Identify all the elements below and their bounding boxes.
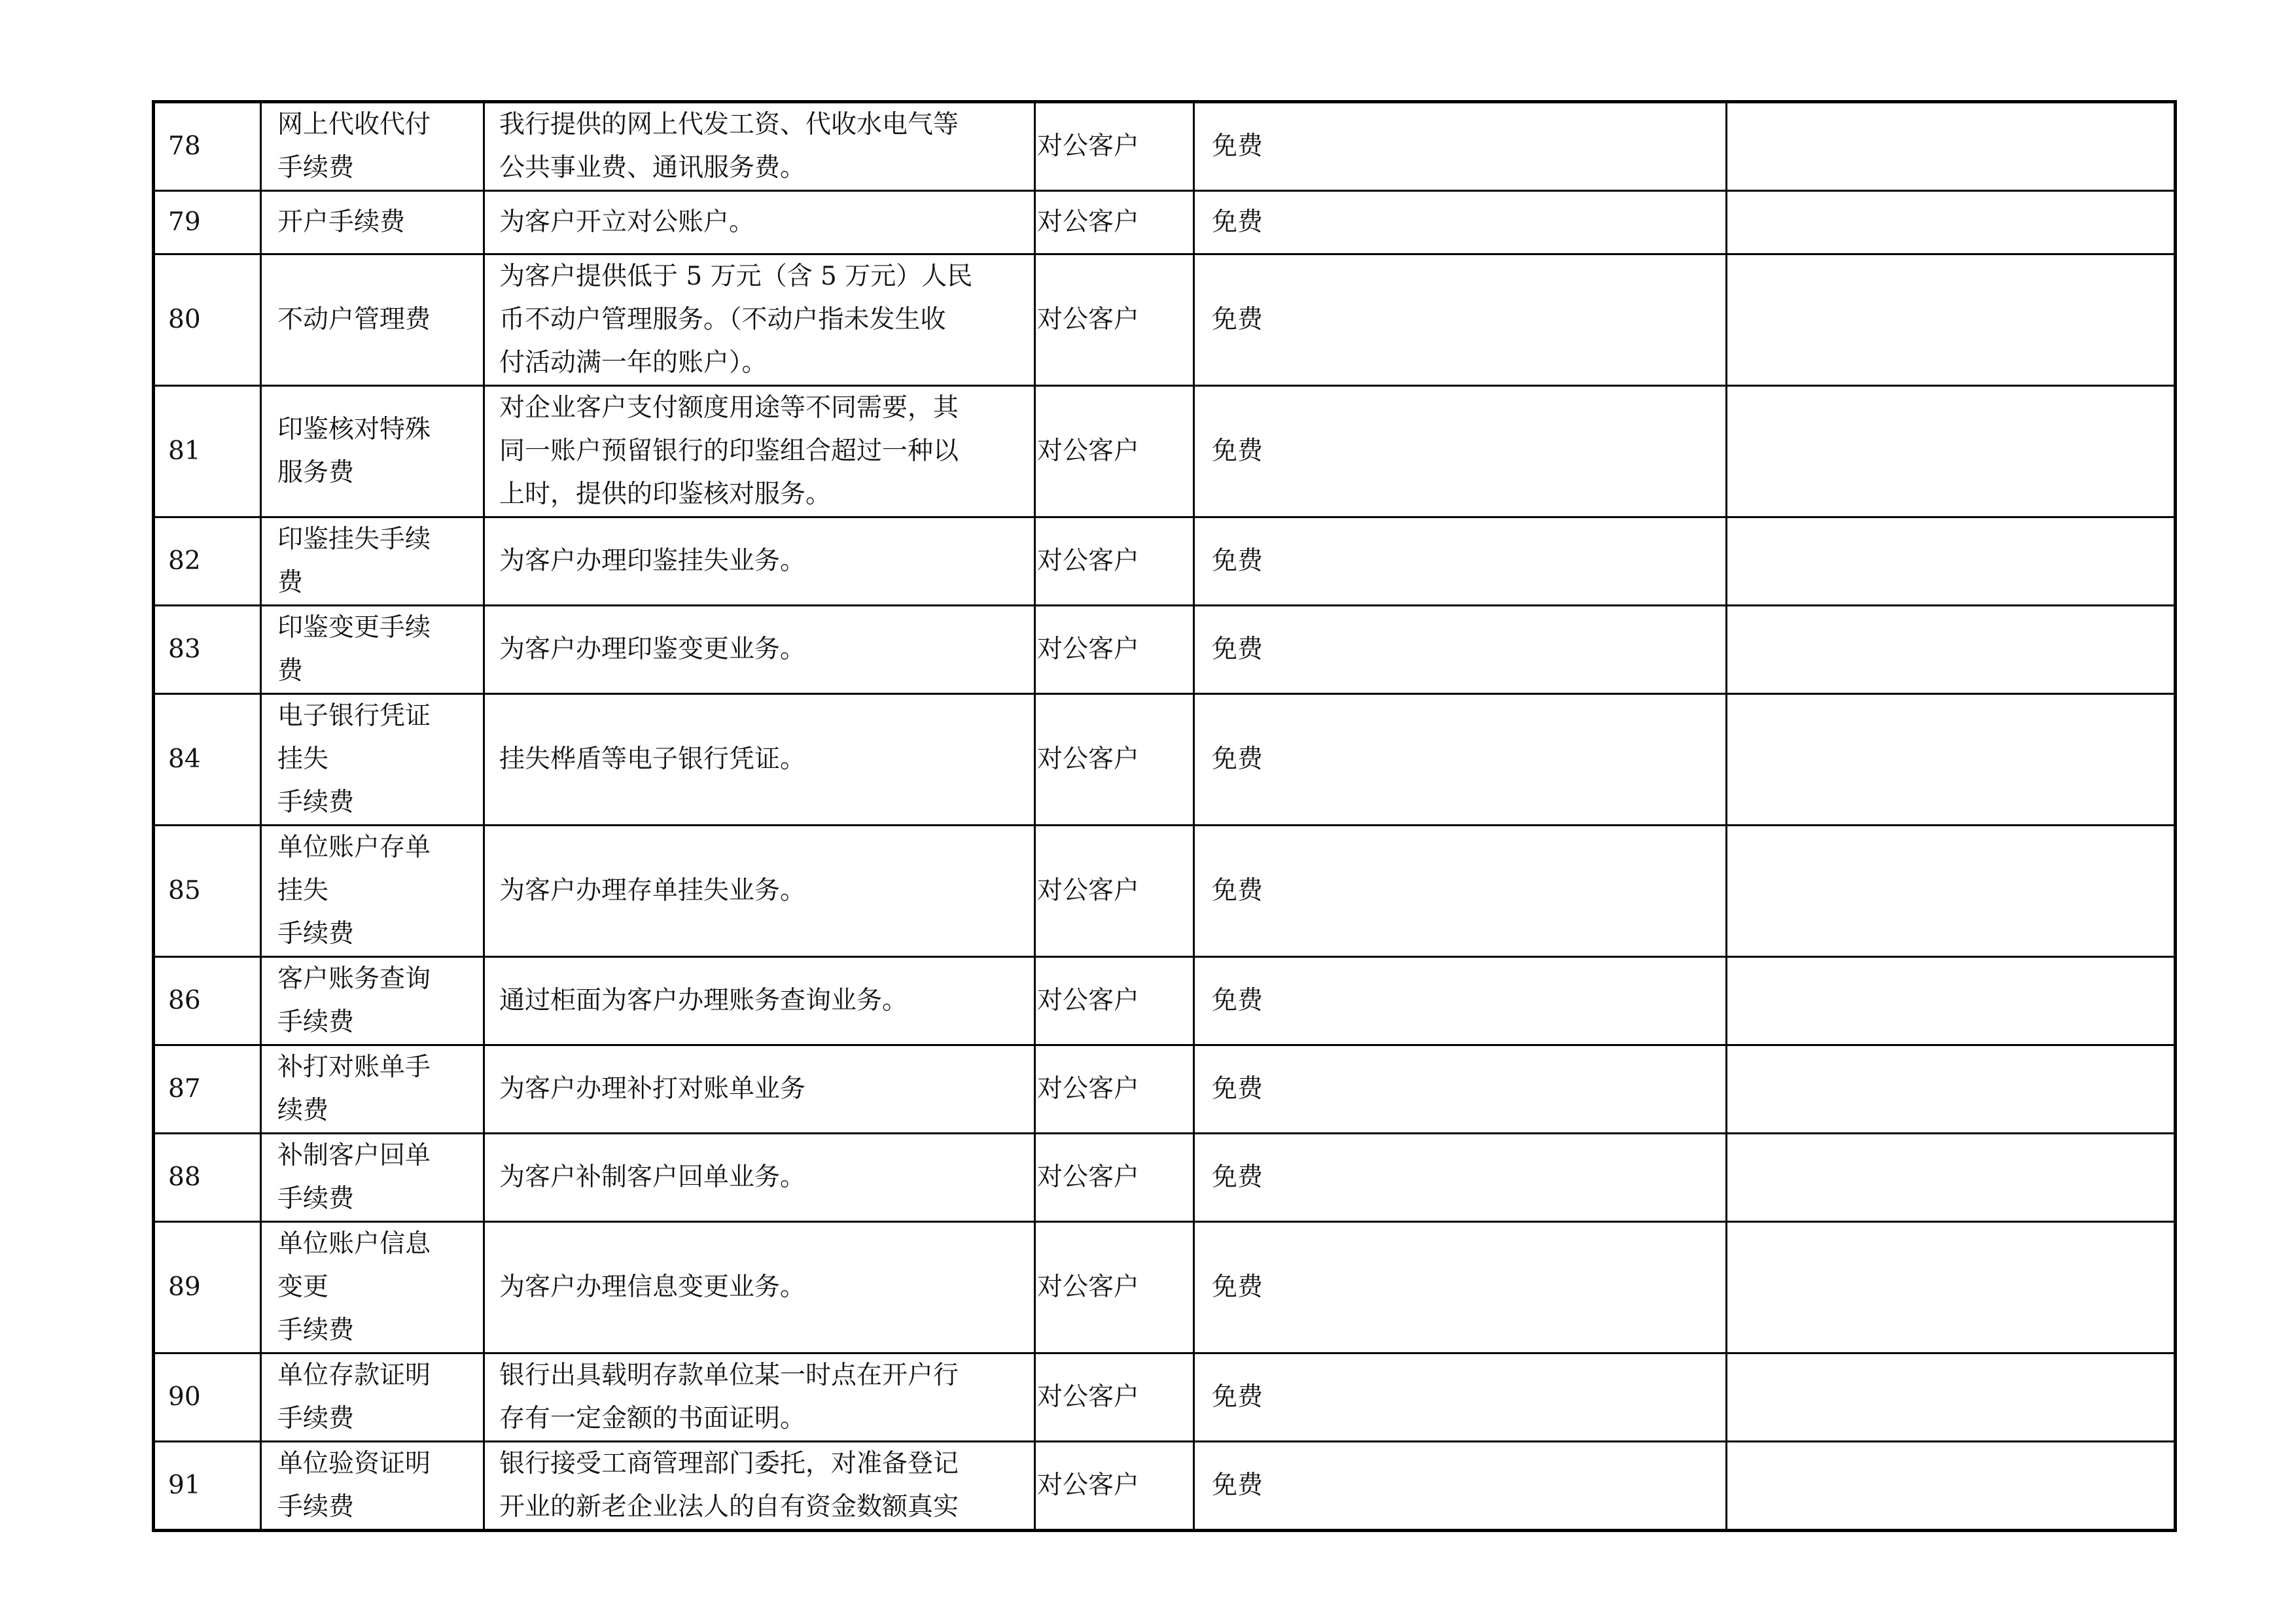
service-description: 为客户办理信息变更业务。 <box>484 1222 1035 1353</box>
table-row <box>154 254 2176 386</box>
service-description: 银行接受工商管理部门委托，对准备登记 开业的新老企业法人的自有资金数额真实 <box>484 1442 1035 1531</box>
fee-standard: 免费 <box>1194 386 1727 517</box>
remarks <box>1727 957 2176 1045</box>
service-description: 为客户办理补打对账单业务 <box>484 1045 1035 1134</box>
fee-item-name: 客户账务查询 手续费 <box>261 957 484 1045</box>
service-description: 银行出具载明存款单位某一时点在开户行 存有一定金额的书面证明。 <box>484 1353 1035 1442</box>
remarks <box>1727 386 2176 517</box>
fee-standard: 免费 <box>1194 1222 1727 1353</box>
remarks <box>1727 1222 2176 1353</box>
customer-type: 对公客户 <box>1035 386 1194 517</box>
row-number: 90 <box>154 1353 261 1442</box>
table-row <box>154 606 2176 694</box>
fee-item-name: 补打对账单手 续费 <box>261 1045 484 1134</box>
customer-type: 对公客户 <box>1035 1134 1194 1222</box>
remarks <box>1727 517 2176 606</box>
row-number: 87 <box>154 1045 261 1134</box>
row-number: 79 <box>154 191 261 254</box>
table-row <box>154 826 2176 957</box>
fee-item-name: 电子银行凭证 挂失 手续费 <box>261 694 484 826</box>
fee-standard: 免费 <box>1194 1353 1727 1442</box>
customer-type: 对公客户 <box>1035 1353 1194 1442</box>
remarks <box>1727 1353 2176 1442</box>
fee-item-name: 单位验资证明 手续费 <box>261 1442 484 1531</box>
remarks <box>1727 1442 2176 1531</box>
table-row <box>154 517 2176 606</box>
row-number: 84 <box>154 694 261 826</box>
remarks <box>1727 826 2176 957</box>
row-number: 85 <box>154 826 261 957</box>
fee-standard: 免费 <box>1194 694 1727 826</box>
remarks <box>1727 191 2176 254</box>
service-description: 为客户办理存单挂失业务。 <box>484 826 1035 957</box>
service-description: 通过柜面为客户办理账务查询业务。 <box>484 957 1035 1045</box>
fee-standard: 免费 <box>1194 957 1727 1045</box>
customer-type: 对公客户 <box>1035 957 1194 1045</box>
fee-item-name: 补制客户回单 手续费 <box>261 1134 484 1222</box>
row-number: 83 <box>154 606 261 694</box>
service-description: 对企业客户支付额度用途等不同需要，其 同一账户预留银行的印鉴组合超过一种以 上时，提供的印鉴核对服务。 <box>484 386 1035 517</box>
service-description: 我行提供的网上代发工资、代收水电气等 公共事业费、通讯服务费。 <box>484 102 1035 191</box>
row-number: 91 <box>154 1442 261 1531</box>
remarks <box>1727 102 2176 191</box>
customer-type: 对公客户 <box>1035 1222 1194 1353</box>
customer-type: 对公客户 <box>1035 517 1194 606</box>
remarks <box>1727 1134 2176 1222</box>
fee-item-name: 开户手续费 <box>261 191 484 254</box>
customer-type: 对公客户 <box>1035 826 1194 957</box>
fee-standard: 免费 <box>1194 1442 1727 1531</box>
row-number: 82 <box>154 517 261 606</box>
fee-table-body <box>154 102 2176 1531</box>
customer-type: 对公客户 <box>1035 694 1194 826</box>
fee-standard: 免费 <box>1194 1045 1727 1134</box>
remarks <box>1727 1045 2176 1134</box>
fee-item-name: 印鉴挂失手续 费 <box>261 517 484 606</box>
fee-standard: 免费 <box>1194 1134 1727 1222</box>
table-row <box>154 102 2176 191</box>
row-number: 81 <box>154 386 261 517</box>
fee-standard: 免费 <box>1194 102 1727 191</box>
row-number: 86 <box>154 957 261 1045</box>
fee-item-name: 印鉴核对特殊 服务费 <box>261 386 484 517</box>
fee-table <box>152 100 2177 1532</box>
customer-type: 对公客户 <box>1035 606 1194 694</box>
service-description: 为客户补制客户回单业务。 <box>484 1134 1035 1222</box>
fee-item-name: 单位账户信息 变更 手续费 <box>261 1222 484 1353</box>
table-row <box>154 191 2176 254</box>
table-row <box>154 957 2176 1045</box>
customer-type: 对公客户 <box>1035 254 1194 386</box>
customer-type: 对公客户 <box>1035 1045 1194 1134</box>
fee-item-name: 单位账户存单 挂失 手续费 <box>261 826 484 957</box>
fee-item-name: 印鉴变更手续 费 <box>261 606 484 694</box>
fee-item-name: 网上代收代付 手续费 <box>261 102 484 191</box>
row-number: 80 <box>154 254 261 386</box>
fee-standard: 免费 <box>1194 191 1727 254</box>
remarks <box>1727 694 2176 826</box>
fee-standard: 免费 <box>1194 826 1727 957</box>
table-row <box>154 694 2176 826</box>
table-row <box>154 1045 2176 1134</box>
fee-standard: 免费 <box>1194 517 1727 606</box>
table-row <box>154 386 2176 517</box>
fee-standard: 免费 <box>1194 254 1727 386</box>
service-description: 为客户开立对公账户。 <box>484 191 1035 254</box>
table-row <box>154 1353 2176 1442</box>
customer-type: 对公客户 <box>1035 102 1194 191</box>
table-row <box>154 1222 2176 1353</box>
row-number: 78 <box>154 102 261 191</box>
fee-item-name: 不动户管理费 <box>261 254 484 386</box>
remarks <box>1727 254 2176 386</box>
customer-type: 对公客户 <box>1035 191 1194 254</box>
table-row <box>154 1442 2176 1531</box>
service-description: 为客户提供低于 5 万元（含 5 万元）人民 币不动户管理服务。（不动户指未发生收 付活动满一年的账户）。 <box>484 254 1035 386</box>
service-description: 挂失桦盾等电子银行凭证。 <box>484 694 1035 826</box>
fee-item-name: 单位存款证明 手续费 <box>261 1353 484 1442</box>
fee-standard: 免费 <box>1194 606 1727 694</box>
service-description: 为客户办理印鉴变更业务。 <box>484 606 1035 694</box>
service-description: 为客户办理印鉴挂失业务。 <box>484 517 1035 606</box>
row-number: 89 <box>154 1222 261 1353</box>
table-row <box>154 1134 2176 1222</box>
row-number: 88 <box>154 1134 261 1222</box>
customer-type: 对公客户 <box>1035 1442 1194 1531</box>
remarks <box>1727 606 2176 694</box>
